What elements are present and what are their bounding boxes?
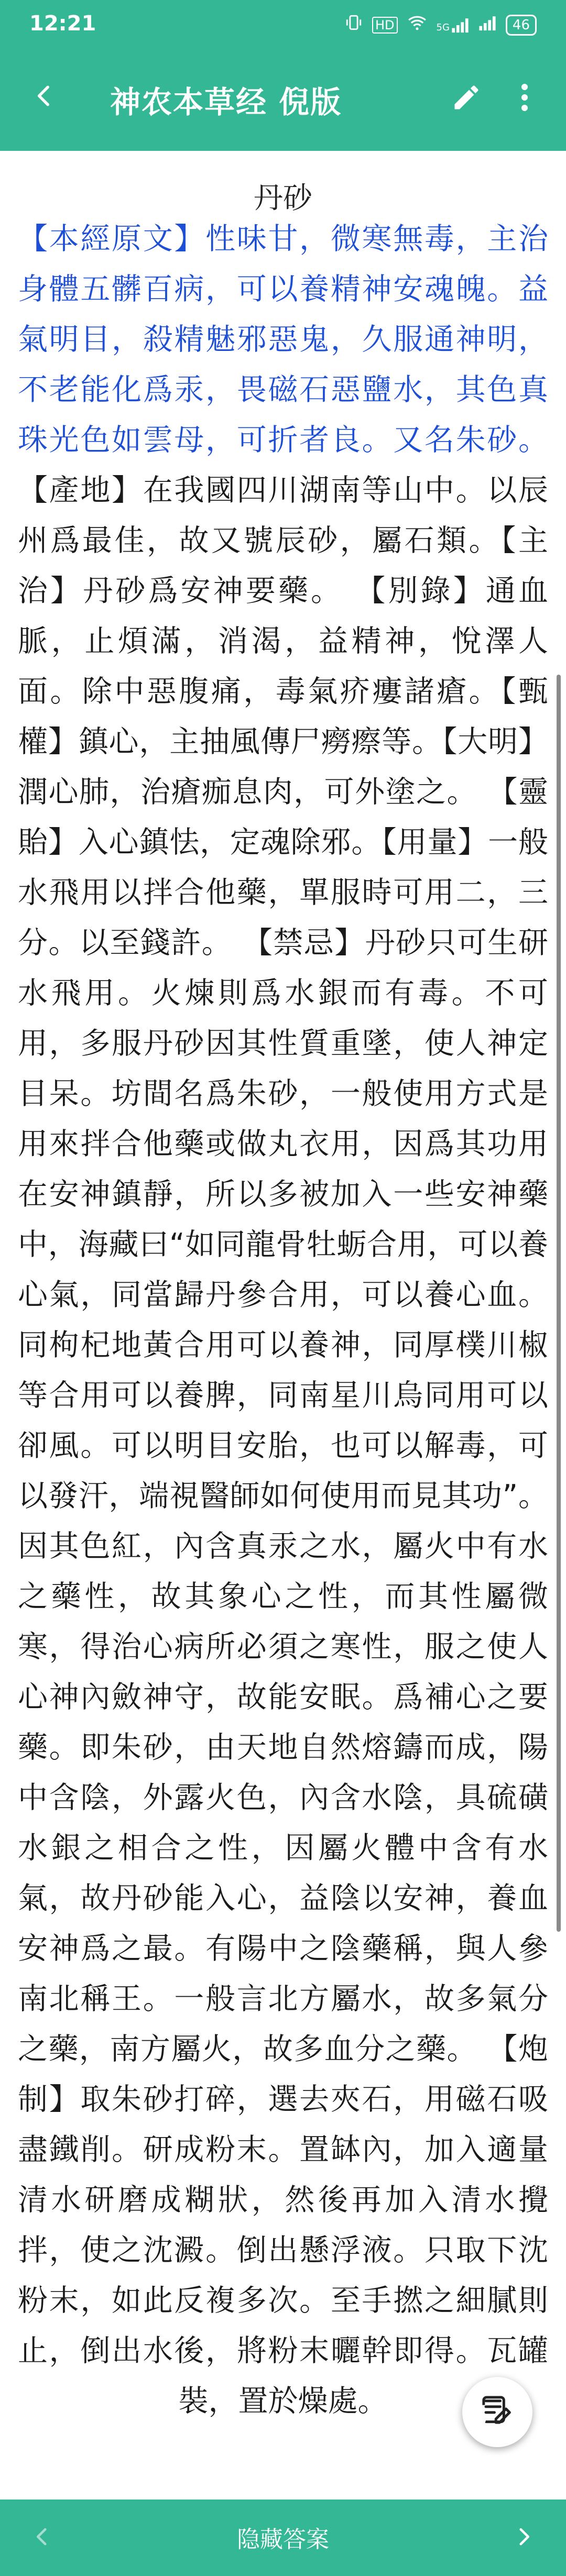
prev-button[interactable] bbox=[19, 2514, 66, 2561]
chevron-right-icon bbox=[513, 2526, 535, 2550]
page-title: 神农本草经 倪版 bbox=[110, 84, 342, 120]
app-bar bbox=[0, 47, 566, 151]
arrow-left-icon bbox=[31, 83, 58, 111]
commentary-text: 【產地】在我國四川湖南等山中。以辰州爲最佳，故又號辰砂，屬石類。【主治】丹砂爲安神要藥。 【別錄】通血脈，止煩滿，消渴，益精神，悅澤人面。除中惡腹痛，毒氣疥瘻諸瘡。【甄權】鎮心，主抽風傳尸癆瘵等。【大明】潤心肺，治瘡痂息肉，可外塗之。 【靈貽】入心鎮怯，定魂除邪。【用量】一般水飛用以拌合他藥，單服時可用二，三分。以至錢許。 【禁忌】丹砂只可生研水飛用。火煉則爲水銀而有毒。不可用，多服丹砂因其性質重墜，使人神定目呆。坊間名爲朱砂，一般使用方式是用來拌合他藥或做丸衣用，因爲其功用在安神鎮靜，所以多被加入一些安神藥中，海藏曰“如同龍骨牡蛎合用，可以養心氣，同當歸丹參合用，可以養心血。同枸杞地黃合用可以養神，同厚樸川椒等合用可以養脾，同南星川烏同用可以卻風。可以明目安胎，也可以解毒，可以發汗，端視醫師如何使用而見其功”。 因其色紅，內含真汞之水，屬火中有水之藥性，故其象心之性，而其性屬微寒，得治心病所必須之寒性，服之使人心神內斂神守，故能安眠。爲補心之要藥。即朱砂，由天地自然熔鑄而成，陽中含陰，外露火色，內含水陰，具硫磺水銀之相合之性，因屬火體中含有水氣，故丹砂能入心，益陰以安神，養血安神爲之最。有陽中之陰藥稱，與人參南北稱王。一般言北方屬水，故多氣分之藥，南方屬火，故多血分之藥。 【炮制】取朱砂打碎，選去夾石，用磁石吸盡鐵削。研成粉末。置缽內，加入適量清水研磨成糊狀，然後再加入清水攪拌，使之沈澱。倒出懸浮液。只取下沈粉末，如此反複多次。至手撚之細膩則止，倒出水後，將粉末曬幹即得。瓦罐裝，置於燥處。 bbox=[18, 473, 548, 2418]
entry-content[interactable] bbox=[0, 151, 566, 2500]
status-bar bbox=[0, 0, 566, 47]
scrollbar[interactable] bbox=[557, 675, 561, 1932]
edit-note-icon bbox=[480, 2394, 515, 2430]
entry-text bbox=[18, 214, 548, 2426]
more-vertical-icon bbox=[519, 82, 530, 115]
hd-label: HD bbox=[372, 17, 398, 34]
status-icons bbox=[345, 14, 537, 36]
battery-icon: 46 bbox=[506, 15, 537, 36]
note-fab-button[interactable] bbox=[462, 2377, 532, 2447]
signal-icon-2 bbox=[478, 15, 496, 36]
pencil-icon bbox=[451, 82, 482, 115]
next-button[interactable] bbox=[500, 2514, 547, 2561]
chevron-left-icon bbox=[31, 2526, 53, 2550]
entry-title: 丹砂 bbox=[254, 181, 312, 215]
status-time: 12:21 bbox=[29, 12, 96, 36]
classic-text: 【本經原文】性味甘，微寒無毒，主治身體五髒百病，可以養精神安魂魄。益氣明目，殺精魅邪惡鬼，久服通神明，不老能化爲汞，畏磁石惡鹽水，其色真珠光色如雲母，可折者良。又名朱砂。 bbox=[18, 222, 548, 457]
edit-button[interactable] bbox=[441, 73, 492, 124]
more-menu-button[interactable] bbox=[506, 73, 543, 124]
back-button[interactable] bbox=[21, 73, 68, 120]
hide-answer-button[interactable]: 隐藏答案 bbox=[237, 2526, 329, 2553]
signal-label: 5G bbox=[436, 21, 450, 33]
signal-icon bbox=[437, 17, 469, 33]
bottom-bar bbox=[0, 2500, 566, 2576]
vibrate-icon bbox=[345, 14, 363, 36]
wifi-icon bbox=[407, 14, 427, 36]
